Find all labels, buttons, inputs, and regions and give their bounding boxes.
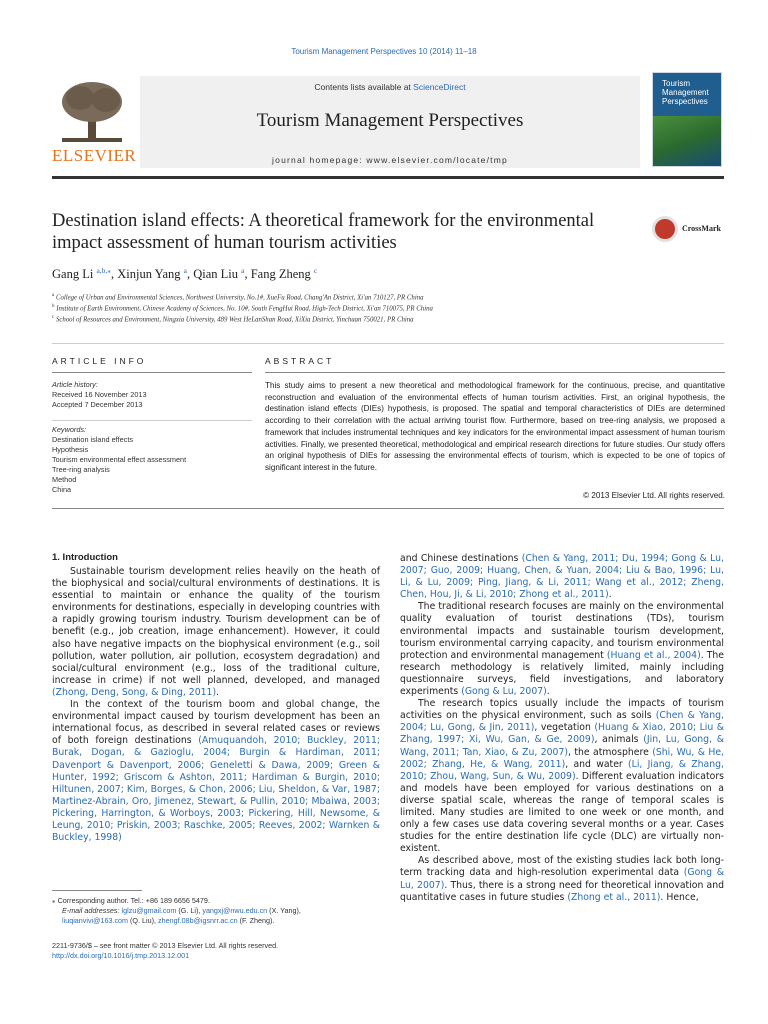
- elsevier-logo: [52, 76, 137, 166]
- keywords: [52, 425, 252, 495]
- affiliation-text: Institute of Earth Environment, Chinese Academy of Sciences, No. 10#, South FengHui Road, High-Tech District, Xi'an 710075, PR China: [56, 305, 433, 313]
- paragraph: [400, 553, 724, 601]
- footnote-divider: [52, 890, 142, 891]
- email-owner: (G. Li),: [176, 906, 203, 915]
- author-affil-ref[interactable]: c: [313, 266, 318, 275]
- email-owner: (X. Yang),: [267, 906, 301, 915]
- paragraph-text: The traditional research focuses are mainly on the environmental quality evaluation of tourist destinations (TDs), tourism environmental impacts and sustainable tourism development, tourism environmental carrying capacity, and tourism environmental protection and environmental management: [400, 601, 724, 661]
- citation-link[interactable]: (Amuquandoh, 2010; Buckley, 2011; Burak, Dogan, & Gazioglu, 2004; Burgin & Hardiman, 2011; Davenport & Davenport, 2006; Geneletti & Dawa, 2009; Green & Hunter, 1992; Griscom & Ashton, 2011; Hardiman & Burgin, 2010; Hiltunen, 2007; Kim, Borges, & Chon, 2006; Liu, Sheldon, & Var, 1987; Martinez-Abrain, Oro, Jimenez, Stewart, & Pullin, 2010; Mbaiwa, 2003; Pickering, Harrington, & Worboys, 2003; Pickering, Hill, Newsome, & Leung, 2010; Priskin, 2003; Raschke, 2005; Reeves, 2002; Warnken & Buckley, 1998): [52, 735, 380, 844]
- email-link[interactable]: lglzu@gmail.com: [121, 906, 177, 915]
- affiliation: [52, 293, 692, 301]
- journal-reference[interactable]: Tourism Management Perspectives 10 (2014) 11–18: [291, 47, 477, 56]
- affiliation-marker: a: [52, 293, 55, 298]
- keyword: Method: [52, 475, 77, 484]
- crossmark-badge[interactable]: [652, 216, 732, 246]
- paragraph-text: . Thus, there is a strong need for theoretical innovation and quantitative cases in future studies: [400, 879, 724, 903]
- citation-link[interactable]: (Huang et al., 2004): [606, 649, 701, 661]
- email-owner: (Q. Liu),: [128, 916, 158, 925]
- crossmark-icon: [652, 216, 678, 242]
- citation-link[interactable]: (Chen & Yang, 2004; Lu, Gong, & Jin, 2011): [400, 710, 724, 734]
- journal-homepage-link[interactable]: journal homepage: www.elsevier.com/locate/tmp: [272, 155, 508, 165]
- citation-link[interactable]: (Gong & Lu, 2007): [461, 686, 547, 698]
- paragraph-text: , animals: [594, 734, 644, 746]
- cover-title-line: Perspectives: [662, 97, 708, 106]
- body-column-right: [400, 553, 724, 904]
- paragraph-text: .: [216, 686, 220, 698]
- affiliation-marker: b: [52, 304, 55, 309]
- author-name[interactable]: Qian Liu: [193, 267, 239, 282]
- paragraph-text: , vegetation: [534, 722, 595, 734]
- citation-link[interactable]: (Gong & Lu, 2007): [400, 867, 724, 891]
- abstract-divider: [265, 372, 725, 373]
- corresponding-author: ⁎ Corresponding author. Tel.: +86 189 6656 5479.: [52, 896, 210, 905]
- paragraph: [400, 855, 724, 903]
- citation-link[interactable]: (Zhong et al., 2011): [567, 891, 661, 903]
- cover-title: [662, 79, 709, 106]
- paragraph-text: .: [546, 686, 550, 698]
- author-name[interactable]: Fang Zheng: [250, 267, 311, 282]
- citation-link[interactable]: (Jin, Lu, Gong, & Wang, 2011; Tan, Xiao, & Zu, 2007): [400, 734, 725, 758]
- paragraph: [400, 698, 724, 855]
- elsevier-wordmark: ELSEVIER: [52, 146, 137, 165]
- abstract-heading: ABSTRACT: [265, 356, 335, 366]
- crossmark-label: CrossMark: [682, 224, 721, 233]
- affiliation-text: School of Resources and Environment, Ningxia University, 489 West HeLanShan Road, XiXia District, Yinchuan 750021, PR China: [55, 316, 414, 324]
- contents-prefix: Contents lists available at: [314, 82, 414, 92]
- email-label: E-mail addresses:: [62, 906, 122, 915]
- author-affil-ref[interactable]: a: [241, 266, 245, 275]
- author-affil-ref[interactable]: a: [183, 266, 187, 275]
- paragraph: [52, 566, 380, 699]
- affiliation-marker: c: [52, 315, 55, 320]
- issn-line: 2211-9736/$ – see front matter © 2013 Elsevier Ltd. All rights reserved.: [52, 941, 279, 950]
- paragraph-text: As described above, most of the existing studies lack both long-term tracking data and high-resolution experimental data: [400, 855, 724, 879]
- contents-line: [140, 82, 640, 92]
- cover-title-line: Management: [662, 88, 709, 97]
- email-link[interactable]: zhengf.08b@igsnrr.ac.cn: [158, 916, 238, 925]
- paragraph-text: and Chinese destinations: [400, 553, 522, 564]
- journal-cover[interactable]: [652, 72, 722, 167]
- article-info-heading: ARTICLE INFO: [52, 356, 147, 366]
- email-addresses: [52, 906, 382, 926]
- paragraph-text: , the atmosphere: [568, 746, 653, 758]
- affiliation-text: College of Urban and Environmental Sciences, Northwest University, No.1#, XueFu Road, Chang'An District, Xi'an 710127, PR China: [55, 294, 424, 302]
- article-history: [52, 380, 252, 410]
- paragraph-text: The research topics usually include the impacts of tourism activities on the physical environment, such as soils: [400, 698, 724, 722]
- history-label: Article history:: [52, 380, 98, 389]
- cover-image: [653, 116, 722, 166]
- keyword: China: [52, 485, 72, 494]
- keyword: Destination island effects: [52, 435, 133, 444]
- tree-icon: [52, 76, 132, 148]
- keyword: Tourism environmental effect assessment: [52, 455, 187, 464]
- article-title: Destination island effects: A theoretical framework for the environmental impact assessment of human tourism activities: [52, 211, 595, 253]
- email-owner: (F. Zheng).: [237, 916, 275, 925]
- accepted-date: Accepted 7 December 2013: [52, 400, 143, 409]
- citation-link[interactable]: (Shi, Wu, & He, 2002; Zhang, He, & Wang, 2011): [400, 746, 725, 770]
- sciencedirect-link[interactable]: ScienceDirect: [413, 82, 466, 92]
- affiliation: [52, 315, 692, 323]
- citation-link[interactable]: (Zhong, Deng, Song, & Ding, 2011): [52, 686, 217, 698]
- citation-link[interactable]: (Huang & Xiao, 2010; Liu & Zhang, 1997; Xi, Wu, Gan, & Ge, 2009): [400, 722, 724, 746]
- abstract-bottom-divider: [52, 508, 724, 509]
- received-date: Received 16 November 2013: [52, 390, 147, 399]
- email-link[interactable]: liuqianvivi@163.com: [62, 916, 129, 925]
- paragraph: [400, 601, 724, 698]
- affiliation: [52, 304, 692, 312]
- abstract-text: This study aims to present a new theoretical and methodological framework for the continuous, precise, and quantitative reconstruction and evaluation of the environmental effects of human tourism activities. First, an original hypothesis, the destination island effects (DIEs) hypothesis, is proposed. The spatial and temporal characteristics of DIEs are determined according to their correlation with the actual arriving tourist flow. Furthermore, based on tree-ring analysis, we proposed a framework that includes instrumental techniques and key indicators for the environmental impact assessment of human tourism activities. Finally, we presented theoretical, methodological and empirical research directions for future studies. Our study offers an original hypothesis of DIEs for assessing the environmental effects of tourism, which is expected to be one of topics of significant interest in the future.: [265, 381, 725, 472]
- header-divider: [52, 176, 724, 179]
- keyword: Hypothesis: [52, 445, 89, 454]
- keywords-label: Keywords:: [52, 425, 87, 434]
- footnote: [52, 896, 382, 926]
- author-name[interactable]: Gang Li: [52, 267, 94, 282]
- paragraph-text: . Different evaluation indicators and models have been employed for various destinations on a diverse spatial scale, whereas the range of temporal scales is limited. Many studies are limited to one week or one month, and only a few cases use data covering several months or a year. Cases studies for the entire destination life cycle (DLC) are virtually non-existent.: [400, 770, 724, 855]
- keyword: Tree-ring analysis: [52, 465, 110, 474]
- citation-link[interactable]: (Li, Jiang, & Zhang, 2010; Zhou, Wang, Sun, & Wu, 2009): [400, 758, 724, 782]
- email-link[interactable]: yangxj@nwu.edu.cn: [202, 906, 268, 915]
- paragraph-text: Sustainable tourism development relies heavily on the heath of the biophysical and social/cultural environments of destinations. It is essential to maintain or enhance the quality of the tourism environments for destinations, especially in developing countries with a rapidly growing tourism industry. Tourism development can be of benefit (e.g., job creation, image enhancement). However, it could also have negative impacts on the biophysical environment (e.g., soil pollution, water pollution, air pollution, ecosystem degradation) and social/cultural environment (e.g., loss of the traditional culture, increase in crime) if not well planned, developed, and managed: [52, 566, 380, 686]
- section-heading: 1. Introduction: [52, 552, 118, 563]
- paragraph-text: . The research methodology is relatively limited, mainly including questionnaire surveys, field investigations, and laboratory experiments: [400, 649, 724, 698]
- paragraph-text: . Hence,: [660, 891, 699, 903]
- paragraph-text: .: [608, 589, 612, 601]
- paragraph-text: In the context of the tourism boom and global change, the environmental impact caused by tourism development has been an international focus, as described in several related cases or reviews of both foreign destinations: [52, 699, 380, 747]
- body-column-left: [52, 566, 380, 844]
- citation-link[interactable]: (Chen & Yang, 2011; Du, 1994; Gong & Lu, 2007; Guo, 2009; Huang, Chen, & Yuan, 2004; Liu & Bao, 1996; Lu, Li, & Lu, 2009; Ping, Jiang, & Li, 2011; Wang et al., 2012; Zheng, Chen, Hou, Ji, & Li, 2010; Zhong et al., 2011): [400, 553, 724, 601]
- issn-block: [52, 941, 382, 961]
- keywords-divider: [52, 420, 252, 421]
- doi-link[interactable]: http://dx.doi.org/10.1016/j.tmp.2013.12.001: [52, 951, 190, 960]
- abstract-copyright: © 2013 Elsevier Ltd. All rights reserved.: [583, 491, 725, 500]
- paragraph-text: , and water: [565, 758, 629, 770]
- author-name[interactable]: Xinjun Yang: [117, 267, 181, 282]
- article-info-divider: [52, 372, 252, 373]
- author-list: Gang Li $^{a,b,⁎}$, Xinjun Yang $^a$, Qian Liu $^a$, Fang Zheng $^c$: [52, 266, 318, 282]
- paragraph: [52, 699, 380, 844]
- author-affil-ref[interactable]: a,b,⁎: [96, 266, 112, 275]
- journal-name: Tourism Management Perspectives: [256, 110, 524, 131]
- section-divider: [52, 343, 724, 344]
- cover-title-line: Tourism: [662, 79, 691, 88]
